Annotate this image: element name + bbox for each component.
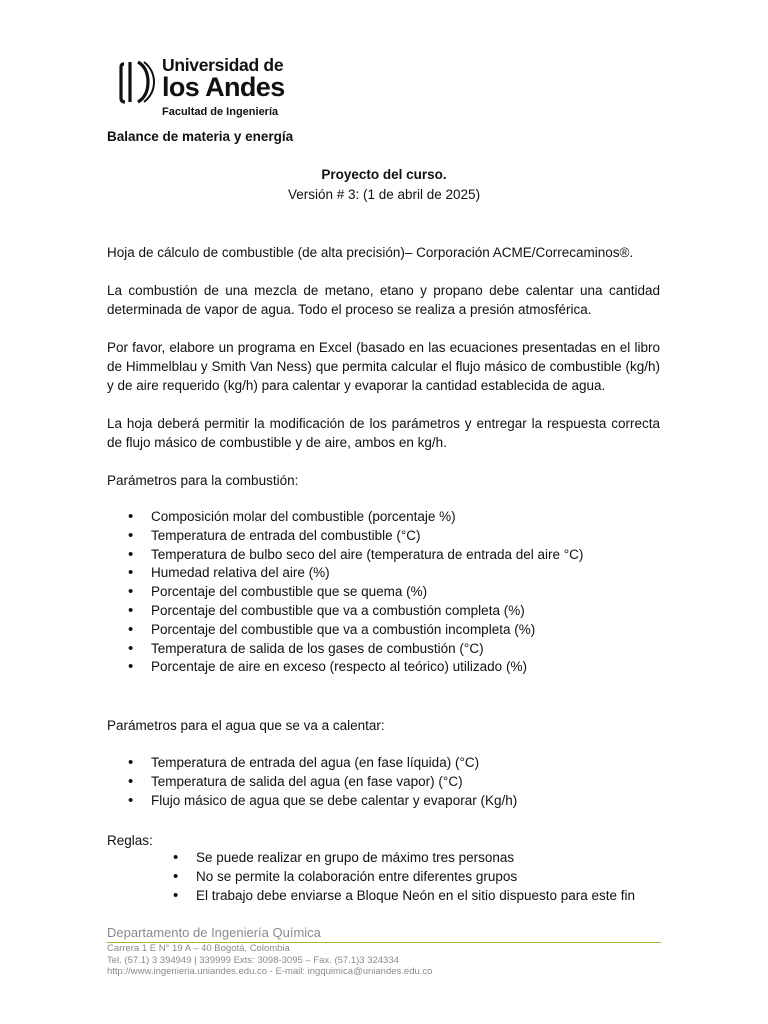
course-subject: Balance de materia y energía xyxy=(107,129,294,144)
excel-instructions-paragraph: Por favor, elabore un programa en Excel (basado en las ecuaciones presentadas en el libro de Himmelblau y Smith Van Ness) que permita calcular el flujo másico de combustible (kg/h) y de aire requerido (kg/h) para calentar y evaporar la cantidad establecida de agua. xyxy=(107,340,660,393)
university-emblem-icon xyxy=(118,58,158,106)
logo-text-line1: Universidad de xyxy=(162,55,284,75)
list-item: • Temperatura de salida del agua (en fase vapor) (°C) xyxy=(128,773,517,792)
list-item: • Porcentaje del combustible que va a combustión completa (%) xyxy=(128,602,583,621)
list-item: • Composición molar del combustible (porcentaje %) xyxy=(128,508,583,527)
list-item: • Humedad relativa del aire (%) xyxy=(128,564,583,583)
footer-phone: Tel. (57.1) 3 394949 | 339999 Exts: 3098-3095 – Fax. (57.1)3 324334 xyxy=(107,954,399,966)
project-title: Proyecto del curso. xyxy=(321,167,447,182)
rules-heading: Reglas: xyxy=(107,833,153,848)
version-line: Versión # 3: (1 de abril de 2025) xyxy=(287,187,481,202)
list-item: • No se permite la colaboración entre diferentes grupos xyxy=(173,867,635,886)
list-item: • Porcentaje del combustible que se quema (%) xyxy=(128,583,583,602)
combustion-params-list xyxy=(128,508,583,677)
list-item: • Temperatura de bulbo seco del aire (temperatura de entrada del aire °C) xyxy=(128,546,583,565)
combustion-paragraph: La combustión de una mezcla de metano, etano y propano debe calentar una cantidad determinada de vapor de agua. Todo el proceso se realiza a presión atmosférica. xyxy=(107,283,660,317)
list-item: • Se puede realizar en grupo de máximo tres personas xyxy=(173,848,635,867)
list-item: • Porcentaje de aire en exceso (respecto al teórico) utilizado (%) xyxy=(128,658,583,677)
list-item: • Flujo másico de agua que se debe calentar y evaporar (Kg/h) xyxy=(128,792,517,811)
footer-address: Carrera 1 E N° 19 A – 40 Bogotá, Colombia xyxy=(107,943,290,954)
combustion-params-heading: Parámetros para la combustión: xyxy=(107,473,299,488)
intro-paragraph: Hoja de cálculo de combustible (de alta precisión)– Corporación ACME/Correcaminos®. xyxy=(107,245,634,260)
logo-text-faculty: Facultad de Ingeniería xyxy=(162,106,279,118)
footer-web-email: http://www.ingenieria.uniandes.edu.co - E-mail: ingquimica@uniandes.edu.co xyxy=(107,966,433,977)
list-item: • Temperatura de entrada del combustible (°C) xyxy=(128,527,583,546)
water-params-heading: Parámetros para el agua que se va a calentar: xyxy=(107,718,385,733)
page-footer xyxy=(107,924,660,978)
list-item: • Temperatura de entrada del agua (en fase líquida) (°C) xyxy=(128,754,517,773)
modification-paragraph: La hoja deberá permitir la modificación de los parámetros y entregar la respuesta correcta de flujo másico de combustible y de aire, ambos en kg/h. xyxy=(107,416,660,450)
footer-department: Departamento de Ingeniería Química xyxy=(107,925,321,940)
university-logo xyxy=(118,56,288,122)
rules-list xyxy=(173,848,635,905)
list-item: • Porcentaje del combustible que va a combustión incompleta (%) xyxy=(128,621,583,640)
logo-text-line2: los Andes xyxy=(162,72,285,102)
water-params-list xyxy=(128,754,517,810)
list-item: • El trabajo debe enviarse a Bloque Neón en el sitio dispuesto para este fin xyxy=(173,886,635,905)
list-item: • Temperatura de salida de los gases de combustión (°C) xyxy=(128,640,583,659)
